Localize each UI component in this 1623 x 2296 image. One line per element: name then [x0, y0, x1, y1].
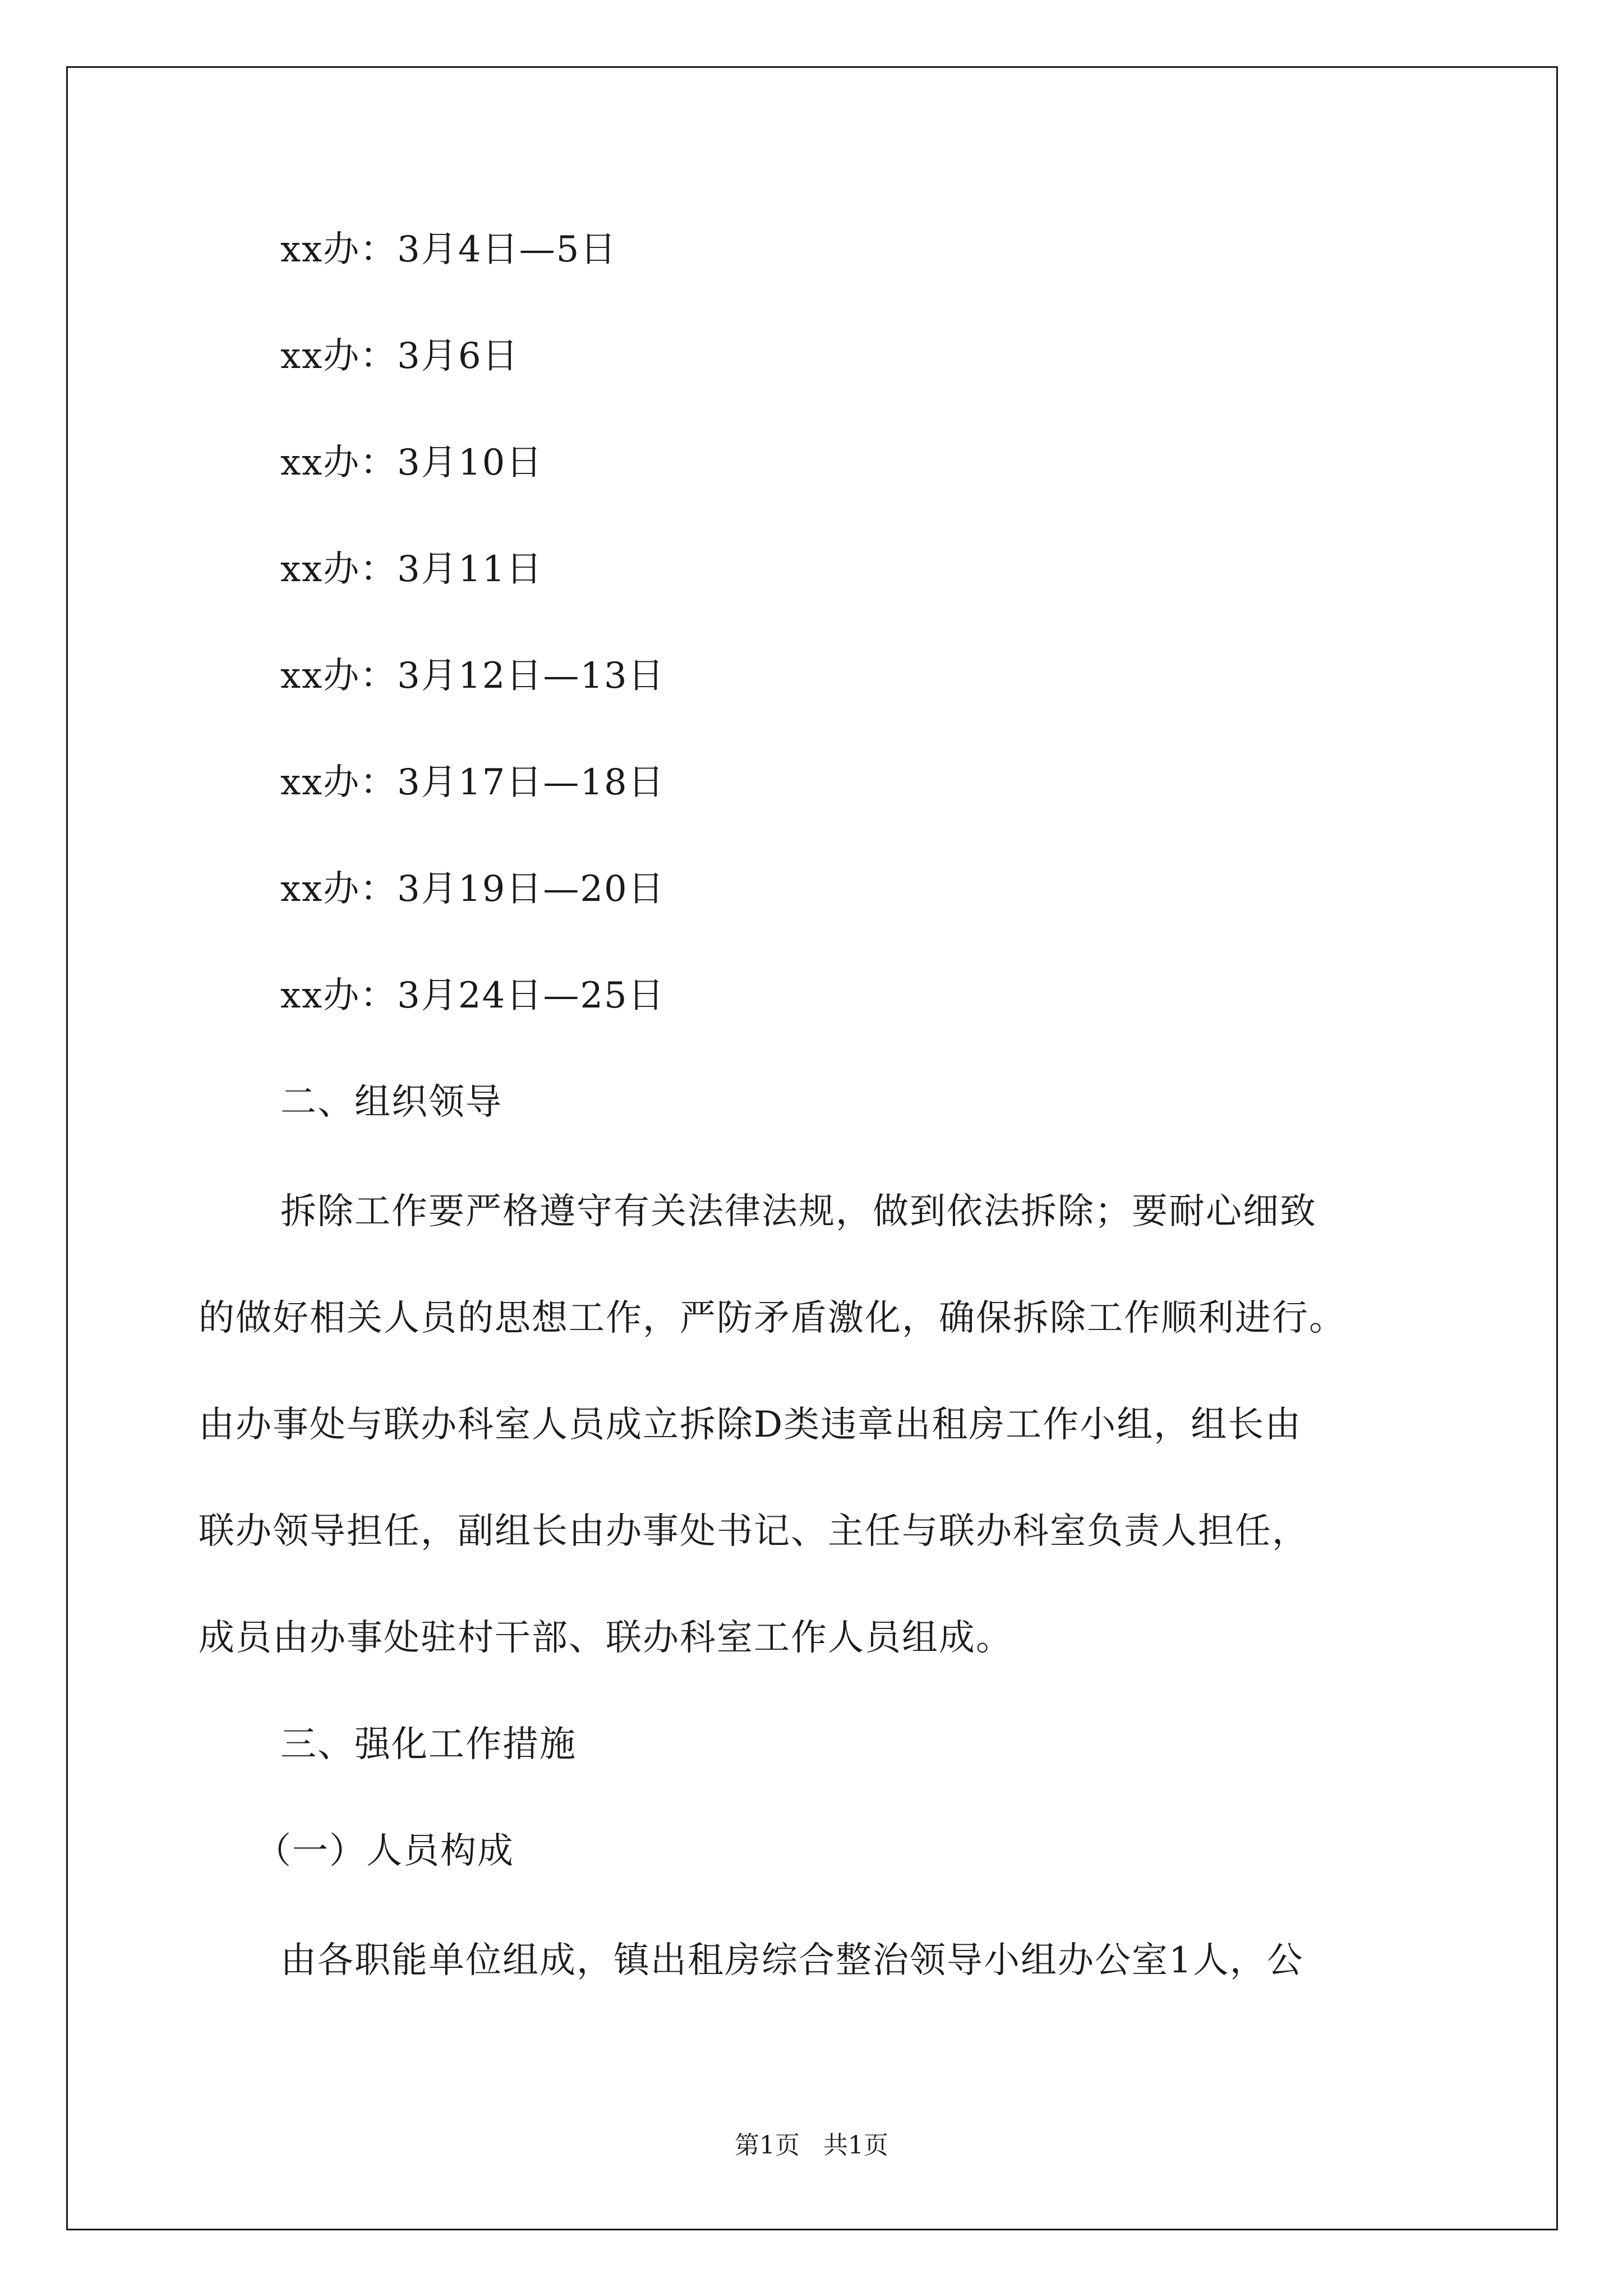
section-heading-organization: 二、组织领导	[280, 1082, 502, 1123]
page-footer	[0, 2129, 1623, 2162]
schedule-line-7: xx办：3月19日—20日	[280, 868, 665, 910]
page-border	[66, 66, 1558, 2230]
paragraph-line: 由各职能单位组成，镇出租房综合整治领导小组办公室1人，公	[280, 1940, 1304, 1981]
paragraph-line: 联办领导担任，副组长由办事处书记、主任与联办科室负责人担任，	[199, 1511, 1309, 1552]
paragraph-line: 拆除工作要严格遵守有关法律法规，做到依法拆除；要耐心细致	[280, 1191, 1317, 1232]
schedule-line-3: xx办：3月10日	[280, 442, 543, 484]
schedule-line-4: xx办：3月11日	[280, 549, 543, 590]
schedule-line-5: xx办：3月12日—13日	[280, 655, 665, 697]
section-heading-measures: 三、强化工作措施	[280, 1724, 577, 1765]
paragraph-line: 成员由办事处驻村干部、联办科室工作人员组成。	[199, 1617, 1013, 1659]
page-total: 共1页	[823, 2131, 888, 2160]
paragraph-line: 由办事处与联办科室人员成立拆除D类违章出租房工作小组，组长由	[199, 1404, 1302, 1446]
schedule-line-6: xx办：3月17日—18日	[280, 762, 665, 803]
schedule-line-2: xx办：3月6日	[280, 335, 519, 377]
schedule-line-8: xx办：3月24日—25日	[280, 975, 665, 1016]
schedule-line-1: xx办：3月4日—5日	[280, 229, 617, 270]
page-number: 第1页	[735, 2131, 800, 2160]
subheading-personnel: （一）人员构成	[255, 1830, 514, 1872]
paragraph-line: 的做好相关人员的思想工作，严防矛盾激化，确保拆除工作顺利进行。	[199, 1297, 1346, 1339]
